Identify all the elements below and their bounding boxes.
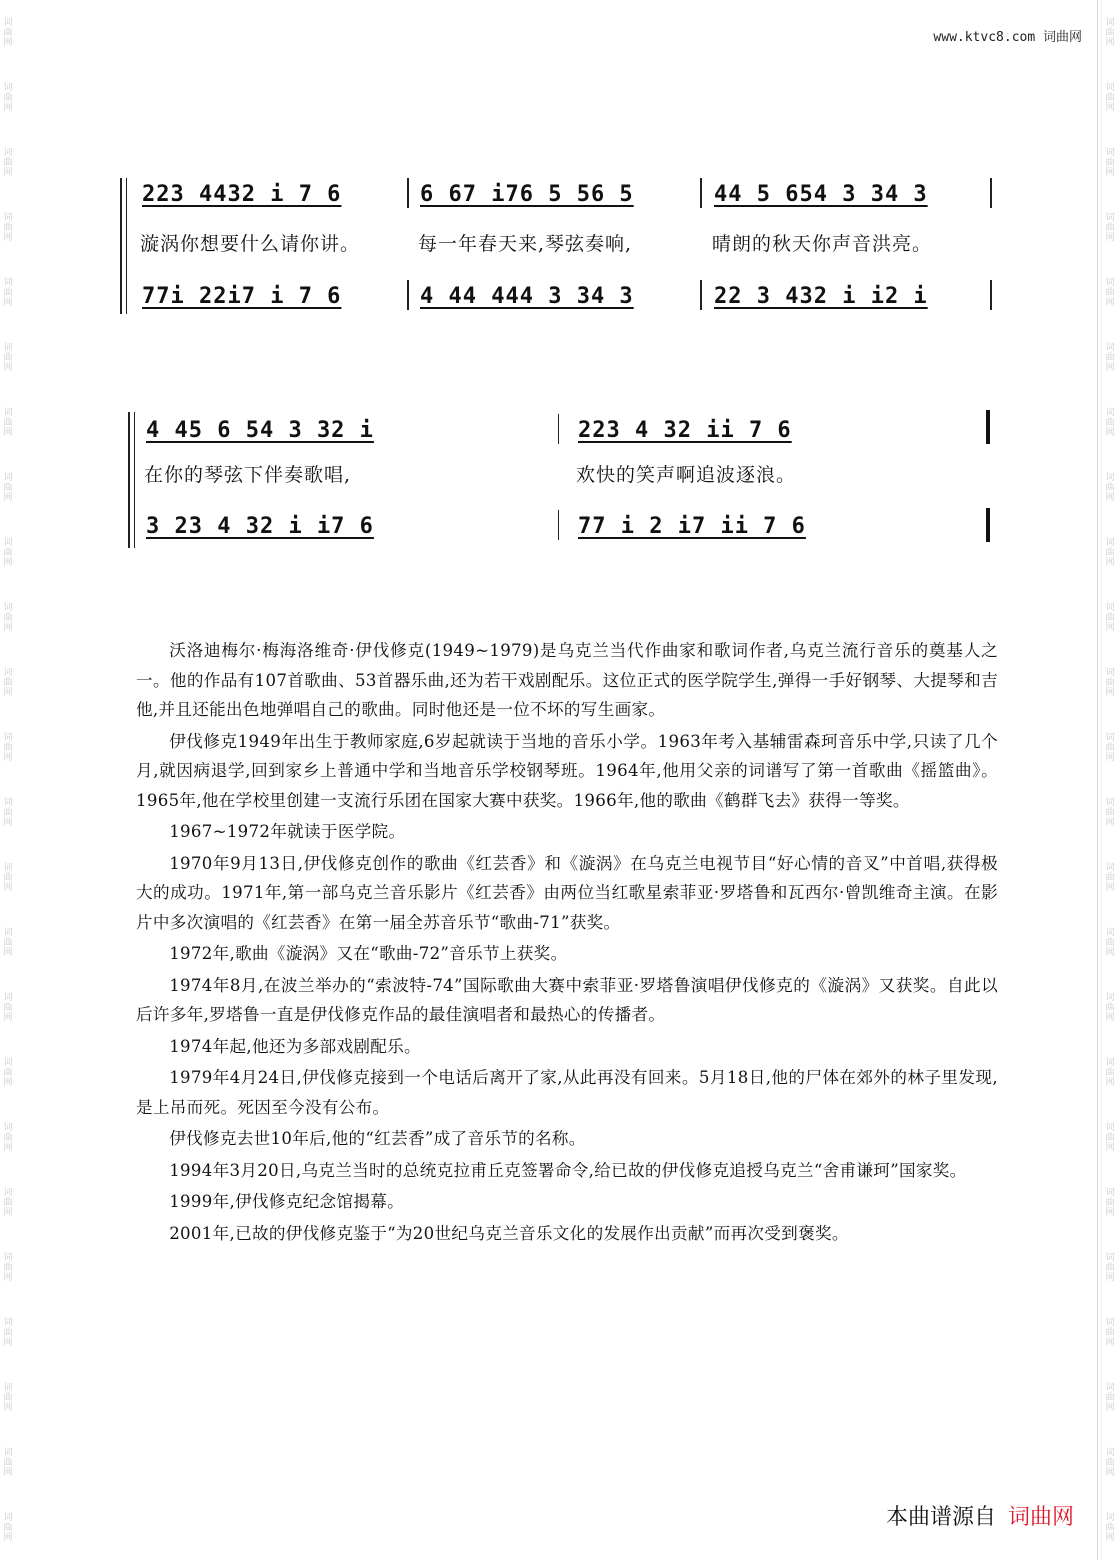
- paragraph: 沃洛迪梅尔·梅海洛维奇·伊伐修克(1949~1979)是乌克兰当代作曲家和歌词作者,乌克兰流行音乐的奠基人之一。他的作品有107首歌曲、53首器乐曲,还为若干戏剧配乐。这位正式的医学院学生,弹得一手好钢琴、大提琴和吉他,并且还能出色地弹唱自己的歌曲。同时他还是一位不坏的写生画家。: [136, 641, 998, 719]
- paragraph: 1970年9月13日,伊伐修克创作的歌曲《红芸香》和《漩涡》在乌克兰电视节目“好心情的音叉”中首唱,获得极大的成功。1971年,第一部乌克兰音乐影片《红芸香》由两位当红歌星索菲亚·罗塔鲁和瓦西尔·曾凯维奇主演。在影片中多次演唱的《红芸香》在第一届全苏音乐节“歌曲-71”获奖。: [136, 853, 998, 932]
- barline: [700, 178, 702, 208]
- paragraph: 1967~1972年就读于医学院。: [169, 822, 406, 841]
- paragraph: 伊伐修克去世10年后,他的“红芸香”成了音乐节的名称。: [169, 1129, 586, 1148]
- paragraph: 1994年3月20日,乌克兰当时的总统克拉甫丘克签署命令,给已故的伊伐修克追授乌克兰“舍甫谦珂”国家奖。: [169, 1160, 967, 1180]
- top-watermark: www.ktvc8.com 词曲网: [933, 30, 1082, 45]
- paragraph: 1999年,伊伐修克纪念馆揭幕。: [169, 1192, 405, 1211]
- right-margin-rule: [1101, 0, 1102, 1560]
- lyric-line: 欢快的笑声啊追波逐浪。: [576, 464, 797, 486]
- paragraph: 1972年,歌曲《漩涡》又在“歌曲-72”音乐节上获奖。: [169, 944, 568, 963]
- source-credit: [886, 1500, 1074, 1531]
- barline: [558, 414, 559, 444]
- upper-notes: 223 4432 i 7 6: [142, 182, 342, 207]
- lower-notes: 77i 22i7 i 7 6: [142, 284, 342, 309]
- right-margin-rule: [1097, 0, 1098, 1560]
- lyric-line: 漩涡你想要什么请你讲。: [140, 233, 361, 255]
- paragraph: 1974年8月,在波兰举办的“索波特-74”国际歌曲大赛中索菲亚·罗塔鲁演唱伊伐修克的《漩涡》又获奖。自此以后许多年,罗塔鲁一直是伊伐修克作品的最佳演唱者和最热心的传播者。: [136, 975, 998, 1024]
- site-name-link[interactable]: 词曲网: [1007, 1505, 1074, 1530]
- barline: [990, 280, 992, 310]
- source-label: 本曲谱源自: [885, 1505, 996, 1530]
- barline: [407, 178, 409, 208]
- upper-notes: 4 45 6 54 3 32 i: [146, 418, 374, 443]
- paragraph: 1979年4月24日,伊伐修克接到一个电话后离开了家,从此再没有回来。5月18日,他的尸体在郊外的林子里发现,是上吊而死。死因至今没有公布。: [136, 1068, 998, 1117]
- system-brace: [120, 178, 122, 314]
- upper-notes: 223 4 32 ii 7 6: [578, 418, 792, 443]
- lyric-line: 每一年春天来,琴弦奏响,: [418, 233, 633, 255]
- lower-notes: 22 3 432 i i2 i: [714, 284, 928, 309]
- biography-text: [136, 636, 998, 1250]
- left-watermark-strip: 词曲网 词曲网 词曲网 词曲网 词曲网 词曲网 词曲网 词曲网 词曲网 词曲网 词曲网 词曲网 词曲网 词曲网 词曲网 词曲网 词曲网 词曲网 词曲网 词曲网 词曲网 词曲网 词曲网 词曲网: [3, 17, 13, 1543]
- final-barline: [986, 508, 990, 542]
- barline: [558, 510, 559, 540]
- lower-notes: 3 23 4 32 i i7 6: [146, 514, 374, 539]
- upper-notes: 6 67 i76 5 56 5: [420, 182, 634, 207]
- barline: [990, 178, 992, 208]
- barline: [700, 280, 702, 310]
- system-brace: [128, 412, 130, 548]
- lower-notes: 77 i 2 i7 ii 7 6: [578, 514, 806, 539]
- paragraph: 1974年起,他还为多部戏剧配乐。: [169, 1036, 421, 1056]
- paragraph: 2001年,已故的伊伐修克鉴于“为20世纪乌克兰音乐文化的发展作出贡献”而再次受到褒奖。: [169, 1223, 849, 1243]
- right-watermark-strip: 词曲网 词曲网 词曲网 词曲网 词曲网 词曲网 词曲网 词曲网 词曲网 词曲网 词曲网 词曲网 词曲网 词曲网 词曲网 词曲网 词曲网 词曲网 词曲网 词曲网 词曲网 词曲网 词曲网 词曲网: [1105, 17, 1115, 1543]
- upper-notes: 44 5 654 3 34 3: [714, 182, 928, 207]
- barline: [407, 280, 409, 310]
- final-barline: [986, 410, 990, 444]
- lyric-line: 晴朗的秋天你声音洪亮。: [712, 233, 933, 255]
- lyric-line: 在你的琴弦下伴奏歌唱,: [144, 464, 352, 486]
- paragraph: 伊伐修克1949年出生于教师家庭,6岁起就读于当地的音乐小学。1963年考入基辅雷森珂音乐中学,只读了几个月,就因病退学,回到家乡上普通中学和当地音乐学校钢琴班。1964年,他用父亲的词谱写了第一首歌曲《摇篮曲》。1965年,他在学校里创建一支流行乐团在国家大赛中获奖。1966年,他的歌曲《鹤群飞去》获得一等奖。: [136, 731, 998, 810]
- lower-notes: 4 44 444 3 34 3: [420, 284, 634, 309]
